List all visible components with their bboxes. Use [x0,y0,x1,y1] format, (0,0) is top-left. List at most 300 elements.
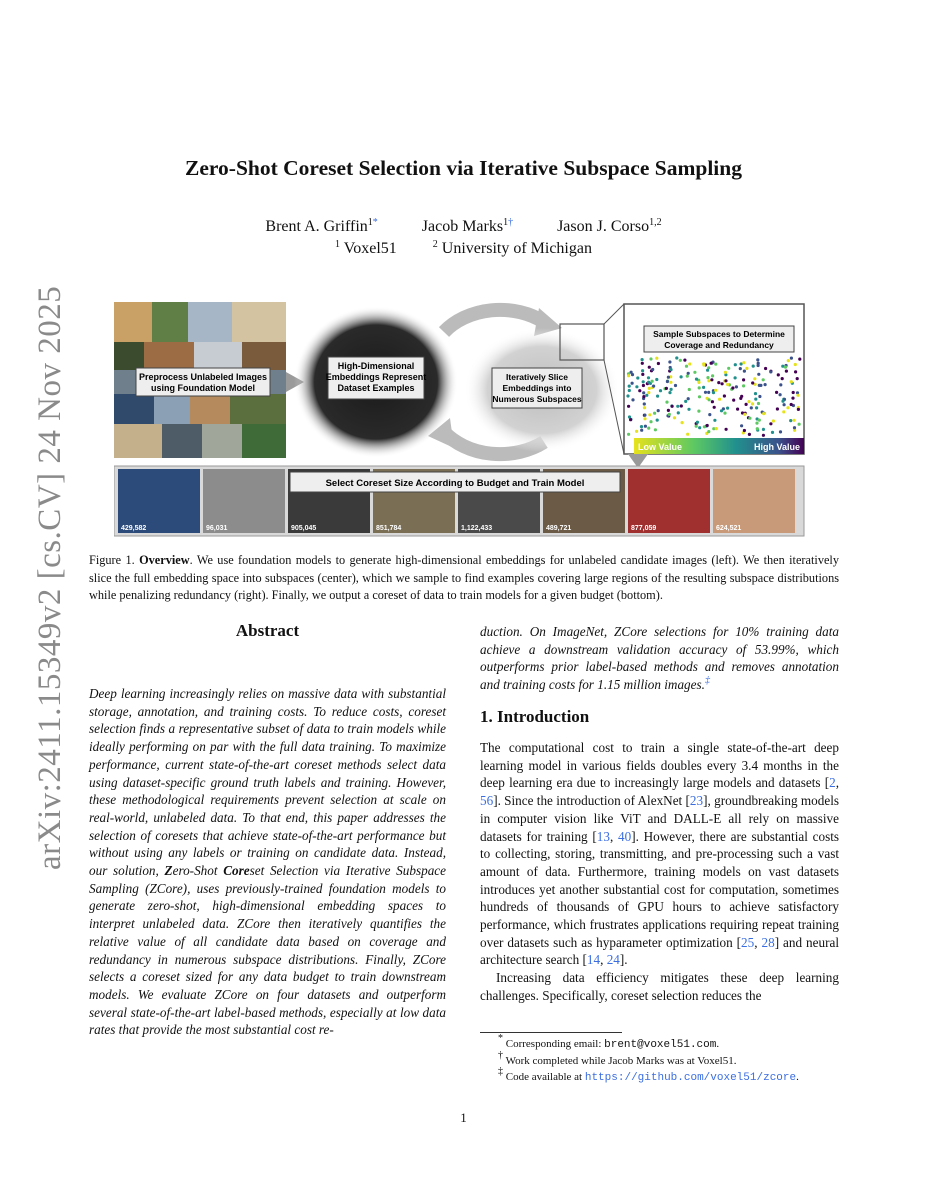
author-marks [422,218,513,235]
intro-text: ], groundbreaking models in computer vision like ViT and DALL-E all rely on massive datasets for training [ [480,793,840,844]
scatter-point [779,430,782,433]
scatter-point [790,380,793,383]
scatter-point [656,419,659,422]
scatter-point [668,391,671,394]
high-value-label: High Value [753,442,800,452]
scatter-point [756,358,759,361]
scatter-point [643,417,646,420]
scatter-point [649,420,652,423]
mosaic-tile [230,394,286,424]
scatter-point [635,430,638,433]
scatter-point [747,400,750,403]
scatter-point [648,366,651,369]
scatter-point [702,386,705,389]
scatter-point [627,374,630,377]
scatter-point [745,367,748,370]
scatter-point [643,402,646,405]
scatter-point [743,429,746,432]
scatter-point [627,405,630,408]
scatter-point [779,393,782,396]
scatter-point [642,391,645,394]
scatter-point [697,410,700,413]
scatter-point [681,421,684,424]
author-griffin [265,218,377,235]
scatter-point [651,380,654,383]
scatter-point [702,362,705,365]
citation-link[interactable]: 13 [596,828,610,844]
scatter-point [783,403,786,406]
intro-text: ]. Since the introduction of AlexNet [ [493,793,690,809]
scatter-point [647,381,650,384]
sample-label-line1: Sample Subspaces to Determine [653,329,785,339]
footnote-mark: † [498,1050,503,1061]
mosaic-tile [144,342,194,370]
scatter-point [791,397,794,400]
scatter-point [726,383,729,386]
intro-text: ] and neural architecture search [ [480,934,839,968]
figure-caption [89,552,839,605]
scatter-point [798,358,801,361]
footnote-mark: ‡ [498,1066,503,1077]
scatter-point [771,431,774,434]
abstract-bold: Z [164,863,173,879]
scatter-point [720,409,723,412]
scatter-point [679,359,682,362]
scatter-point [698,426,701,429]
scatter-point [687,408,690,411]
footnote-email[interactable]: brent@voxel51.com [604,1039,717,1051]
footnote-mark: * [498,1033,503,1044]
photo-count-label: 624,521 [716,525,742,532]
mosaic-tile [162,424,202,458]
caption-bold: Overview [139,553,190,567]
scatter-point [762,378,765,381]
scatter-point [654,428,657,431]
scatter-point [640,425,643,428]
affiliation-umich [433,240,592,257]
author-corso [557,218,662,235]
scatter-point [626,394,629,397]
scatter-point [687,372,690,375]
scatter-point [695,425,698,428]
scatter-point [757,373,760,376]
scatter-point [666,380,669,383]
scatter-point [727,367,730,370]
scatter-point [706,369,709,372]
zoom-connector [604,304,624,324]
scatter-point [647,427,650,430]
scatter-point [781,377,784,380]
abstract-text: ero-Shot [172,863,224,879]
scatter-point [648,387,651,390]
scatter-point [645,394,648,397]
intro-text: , [835,775,839,791]
mosaic-tile [242,342,286,370]
scatter-point [743,413,746,416]
sample-label-line2: Coverage and Redundancy [664,340,774,350]
mosaic-tile [154,394,190,424]
author-affil-sup: 1,2 [649,217,662,228]
scatter-point [739,367,742,370]
scatter-point [687,397,690,400]
affil-name: University of Michigan [441,240,592,257]
scatter-point [686,375,689,378]
scatter-point [779,383,782,386]
scatter-point [703,425,706,428]
scatter-point [688,388,691,391]
scatter-point [792,391,795,394]
caption-text: . We use foundation models to generate high-dimensional embeddings for unlabeled candidate images (left). We then iteratively slice the full embedding space into subspaces (center), which we sample to find examples covering large regions of the resulting subspace distributions while penalizing redundancy (right). Finally, we output a coreset of data to train models for a given budget (bottom). [89,553,839,602]
scatter-point [659,389,662,392]
coreset-photo [628,469,710,533]
abstract-body [89,685,446,1039]
footnote-text: Corresponding email: [505,1038,605,1050]
scatter-point [641,373,644,376]
footnote-3 [480,1066,860,1086]
scatter-point [680,375,683,378]
abstract-text: set Selection via Iterative Subspace Sampling (ZCore), uses previously-trained foundation models to generate zero-shot, high-dimensional embedding spaces to interpret unlabeled data. ZCore then iteratively quantifies the relative value of all candidate data based on coverage and redundancy in numerous subspace distributions. Finally, ZCore selects a coreset sized for any data budget to train downstream models. We evaluate ZCore on four datasets and outperform several state-of-the-art label-based methods, especially at low data rates that provide the most substantial cost re- [89,863,446,1038]
embeddings-label-line2: Embeddings Represent [325,372,427,382]
embeddings-label-line3: Dataset Examples [337,383,415,393]
author-list [0,218,927,236]
abstract-text: duction. On ImageNet, ZCore selections for 10% training data achieve a downstream validation accuracy of 53.99%, which outperforms prior label-based methods and removes annotation and training costs for 1.15 million images. [480,624,839,693]
photo-count-label: 429,582 [121,525,147,532]
scatter-point [758,419,761,422]
mosaic-tile [114,302,152,342]
author-name: Jacob Marks [421,218,504,235]
scatter-point [794,363,797,366]
scatter-point [718,398,721,401]
scatter-point [631,382,634,385]
slice-label-line2: Embeddings into [502,383,572,393]
author-affil-sup: 1 [367,217,373,228]
scatter-point [769,370,772,373]
embeddings-label-line1: High-Dimensional [337,361,415,371]
photo-count-label: 96,031 [206,525,228,532]
scatter-point [740,362,743,365]
scatter-point [743,370,746,373]
affil-name: Voxel51 [343,240,397,257]
scatter-point [739,397,742,400]
scatter-point [675,356,678,359]
mosaic-tile [202,424,242,458]
scatter-point [734,363,737,366]
scatter-point [714,363,717,366]
intro-body [480,739,839,1005]
scatter-point [631,373,634,376]
scatter-point [762,428,765,431]
scatter-point [725,428,728,431]
scatter-point [796,377,799,380]
footnote-text: . [716,1038,720,1050]
intro-text: , [600,952,607,968]
code-url-link[interactable]: https://github.com/voxel51/zcore [584,1072,797,1084]
abstract-text: Deep learning increasingly relies on massive data with substantial storage, annotation, and training costs. To reduce costs, coreset selection finds a representative subset of data to train models while ideally performing on par with the full data training. To maximize performance, current state-of-the-art coreset methods select data using dataset-specific ground truth labels and training. However, these methodological requirements prevent selection at scale on real-world, unlabeled data. To that end, this paper addresses the selection of coresets that achieve state-of-the-art performance but without using any labels or training on candidate data. Instead, our solution, [89,686,446,879]
select-label: Select Coreset Size According to Budget and Train Model [325,478,585,489]
author-name: Brent A. Griffin [265,218,368,235]
photo-count-label: 851,784 [376,525,402,532]
affiliation-list [0,240,927,258]
coreset-photo [713,469,795,533]
scatter-point [707,379,710,382]
scatter-point [764,383,767,386]
scatter-point [717,381,720,384]
scatter-point [794,370,797,373]
scatter-point [665,387,668,390]
scatter-point [629,418,632,421]
coreset-photo [118,469,200,533]
intro-text: , [609,828,619,844]
scatter-point [758,395,761,398]
scatter-point [736,408,739,411]
scatter-point [628,389,631,392]
scatter-point [782,410,785,413]
footnote-text: Work completed while Jacob Marks was at Voxel51. [505,1055,737,1067]
scatter-point [680,404,683,407]
scatter-point [751,381,754,384]
intro-paragraph-2: Increasing data efficiency mitigates these deep learning challenges. Specifically, coreset selection reduces the [480,970,839,1003]
scatter-point [647,376,650,379]
scatter-point [671,405,674,408]
scatter-point [793,419,796,422]
scatter-point [754,392,757,395]
scatter-point [793,426,796,429]
abstract-bold: Core [223,863,250,879]
citation-link[interactable]: 23 [689,793,704,809]
photo-count-label: 1,122,433 [461,525,493,532]
photo-count-label: 877,059 [631,525,657,532]
mosaic-tile [152,302,188,342]
scatter-point [713,406,716,409]
scatter-point [636,376,639,379]
scatter-point [642,380,645,383]
scatter-point [775,391,778,394]
mosaic-tile [114,424,162,458]
scatter-point [668,360,671,363]
scatter-point [643,406,646,409]
mosaic-tile [114,394,154,424]
scatter-point [786,406,789,409]
scatter-point [686,433,689,436]
scatter-point [715,427,718,430]
slice-label-line3: Numerous Subspaces [492,394,582,404]
scatter-point [669,368,672,371]
scatter-point [652,385,655,388]
scatter-point [674,384,677,387]
footnotes [480,1033,860,1086]
author-name: Jason J. Corso [557,218,650,235]
scatter-point [764,367,767,370]
citation-link[interactable]: 25 [741,934,755,950]
scatter-point [769,422,772,425]
scatter-point [797,408,800,411]
scatter-point [673,416,676,419]
scatter-point [776,407,779,410]
scatter-point [711,374,714,377]
scatter-point [772,419,775,422]
scatter-point [655,378,658,381]
preprocess-label-line2: using Foundation Model [151,383,255,393]
scatter-point [742,378,745,381]
scatter-point [710,362,713,365]
scatter-point [697,381,700,384]
scatter-point [628,385,631,388]
scatter-point [755,406,758,409]
scatter-point [723,394,726,397]
coreset-photo [203,469,285,533]
intro-heading: 1. Introduction [480,707,590,726]
footnote-text: Code available at [505,1071,585,1083]
scatter-point [708,413,711,416]
scatter-point [704,391,707,394]
scatter-point [638,389,641,392]
citation-link[interactable]: 14 [586,952,601,968]
scatter-point [696,421,699,424]
scatter-point [723,412,726,415]
scatter-point [750,406,753,409]
scatter-point [713,419,716,422]
scatter-point [653,412,656,415]
scatter-point [685,365,688,368]
scatter-point [787,359,790,362]
scatter-point [640,429,643,432]
caption-label: Figure 1. [89,553,135,567]
arxiv-stamp: arXiv:2411.15349v2 [cs.CV] 24 Nov 2025 [32,285,68,870]
scatter-point [724,371,727,374]
intro-text: The computational cost to train a single state-of-the-art deep learning model in various fields doubles every 3.4 months in the deep learning era due to increasingly large models and datasets [ [480,740,839,791]
citation-link[interactable]: 24 [606,952,620,968]
scatter-point [688,362,691,365]
scatter-point [684,400,687,403]
scatter-point [667,376,670,379]
scatter-point [740,424,743,427]
scatter-point [735,385,738,388]
scatter-point [762,412,765,415]
scatter-point [665,401,668,404]
scatter-point [714,389,717,392]
intro-text: , [754,934,762,950]
scatter-point [708,398,711,401]
scatter-point [734,376,737,379]
image-mosaic [114,302,286,458]
preprocess-label-line1: Preprocess Unlabeled Images [138,372,268,382]
mosaic-tile [194,342,242,370]
mosaic-tile [190,394,230,424]
scatter-point [757,402,760,405]
page-number: 1 [460,1110,467,1125]
scatter-point [670,388,673,391]
scatter-point [669,381,672,384]
citation-link[interactable]: 2 [829,775,836,791]
scatter-point [668,413,671,416]
scatter-point [784,366,787,369]
scatter-point [706,376,709,379]
photo-count-label: 489,721 [546,525,572,532]
scatter-point [731,386,734,389]
scatter-point [657,409,660,412]
scatter-point [790,403,793,406]
scatter-point [721,382,724,385]
scatter-point [655,357,658,360]
footnote-1 [480,1033,860,1053]
scatter-point [756,427,759,430]
scatter-point [695,378,698,381]
affil-sup: 1 [335,239,341,250]
scatter-point [798,423,801,426]
scatter-point [676,405,679,408]
scatter-point [748,433,751,436]
low-value-label: Low Value [638,442,683,452]
scatter-point [777,373,780,376]
footnote-text: . [796,1071,799,1083]
scatter-point [754,398,757,401]
scatter-point [762,434,765,437]
citation-link[interactable]: 56 [480,793,494,809]
scatter-point [706,424,709,427]
scatter-point [726,407,729,410]
scatter-point [677,411,680,414]
intro-text: ]. [619,952,628,968]
scatter-point [642,395,645,398]
citation-link[interactable]: 28 [761,934,775,950]
scatter-point [657,362,660,365]
author-mark: † [508,217,514,228]
abstract-heading: Abstract [235,621,300,640]
scatter-point [732,399,735,402]
scatter-point [752,365,755,368]
scatter-point [642,384,645,387]
cycle-arrow-top-icon [444,310,544,332]
scatter-point [745,403,748,406]
scatter-point [758,384,761,387]
scatter-point [693,371,696,374]
scatter-point [647,391,650,394]
photo-count-label: 905,045 [291,525,317,532]
scatter-point [698,386,701,389]
scatter-point [707,430,710,433]
scatter-point [748,417,751,420]
mosaic-tile [232,302,286,342]
scatter-point [753,377,756,380]
scatter-point [641,362,644,365]
scatter-point [649,357,652,360]
scatter-point [711,400,714,403]
scatter-point [755,422,758,425]
citation-link[interactable]: 40 [618,828,632,844]
scatter-point [627,433,630,436]
scatter-point [757,364,760,367]
mosaic-tile [188,302,232,342]
slice-label-line1: Iteratively Slice [506,372,568,382]
scatter-point [644,425,647,428]
figure-overview [114,302,814,538]
author-affil-sup: 1 [503,217,509,228]
abstract-continuation [480,623,839,694]
mosaic-tile [114,342,144,370]
figure-overview-svg [114,302,814,538]
scatter-point [641,369,644,372]
scatter-point [781,400,784,403]
scatter-point [789,419,792,422]
scatter-point [641,358,644,361]
scatter-point [707,391,710,394]
mosaic-tile [242,424,286,458]
scatter-point [796,394,799,397]
scatter-point [724,379,727,382]
scatter-point [667,409,670,412]
paper-title: Zero-Shot Coreset Selection via Iterative Subspace Sampling [185,156,742,180]
scatter-point [710,378,713,381]
